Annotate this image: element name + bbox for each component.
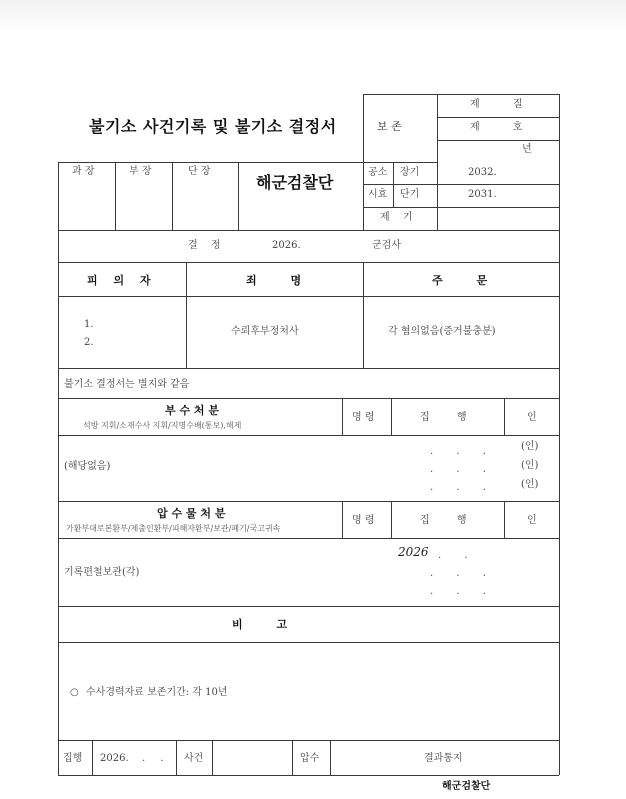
attached-disposition-title: 부 수 처 분 — [165, 404, 219, 417]
seized-order-label: 명 령 — [352, 515, 375, 526]
attached-seal-2: (인) — [521, 460, 539, 471]
charge-header: 죄 명 — [246, 274, 302, 287]
prosecutor-label: 군검사 — [372, 240, 401, 251]
seized-dots-1: . . — [438, 550, 468, 561]
disposition-value: 각 혐의없음(증거불충분) — [388, 326, 496, 337]
footer-agency: 해군검찰단 — [442, 781, 491, 792]
remark-label: 제 기 — [380, 212, 413, 223]
seized-dots-3: . . . — [430, 586, 486, 597]
suspect-2: 2. — [84, 337, 94, 348]
approval-head-label: 단 장 — [188, 166, 211, 177]
suspect-1: 1. — [84, 319, 94, 330]
suspect-header: 피 의 자 — [87, 274, 151, 287]
charge-value: 수뢰후부정처사 — [231, 326, 299, 337]
prescription-label: 시효 — [368, 189, 388, 200]
seized-body: 기록편철보관(각) — [64, 567, 140, 578]
decision-label: 결 정 — [188, 240, 221, 251]
remarks-bullet: ○ — [70, 687, 79, 698]
attached-exec-label: 집 행 — [420, 412, 467, 423]
scan-shadow — [0, 0, 626, 34]
seized-dots-2: . . . — [430, 568, 486, 579]
attached-dots-1: . . . — [430, 446, 486, 457]
seized-seal-label: 인 — [527, 515, 537, 526]
retention-row-3: 년 — [522, 144, 532, 155]
footer-case-label: 사건 — [184, 753, 204, 764]
redacted-case-number — [213, 741, 291, 774]
attached-order-label: 명 령 — [352, 412, 375, 423]
decision-note: 불기소 결정서는 별지와 같음 — [64, 379, 190, 390]
approval-director-label: 부 장 — [129, 166, 152, 177]
attached-body: (해당없음) — [64, 461, 111, 472]
retention-row-2: 제 호 — [470, 122, 523, 133]
attached-disposition-options: 석방 지휘/소재수사 지휘/지명수배(통보),해제 — [83, 421, 242, 430]
attached-dots-2: . . . — [430, 464, 486, 475]
footer-result: 결과통지 — [424, 753, 463, 764]
footer-exec-label: 집행 — [63, 753, 83, 764]
prosecution-label: 공소 — [368, 167, 388, 178]
decision-date: 2026. — [272, 240, 301, 251]
footer-exec-dots: . . — [142, 753, 164, 764]
long-term-label: 장기 — [400, 167, 420, 178]
seized-disposition-options: 가환부대로본환부/제출인환부/피해자환부/보관/폐기/국고귀속 — [66, 524, 281, 533]
long-term-value: 2032. — [468, 167, 497, 178]
attached-seal-label: 인 — [527, 412, 537, 423]
short-term-label: 단기 — [400, 189, 420, 200]
footer-exec-date: 2026. — [100, 753, 129, 764]
seized-disposition-title: 압 수 물 처 분 — [157, 507, 226, 520]
seized-handwritten-date: 2026 — [398, 545, 429, 559]
remarks-text: 수사경력자료 보존기간: 각 10년 — [86, 687, 228, 698]
retention-row-1: 제 질 — [470, 99, 523, 110]
document-title: 불기소 사건기록 및 불기소 결정서 — [89, 117, 337, 136]
attached-dots-3: . . . — [430, 482, 486, 493]
attached-seal-3: (인) — [521, 479, 539, 490]
agency-name: 해군검찰단 — [256, 173, 334, 192]
remarks-header: 비 고 — [232, 618, 288, 631]
approval-chief-label: 과 장 — [72, 166, 95, 177]
retention-label: 보 존 — [377, 120, 402, 133]
seized-exec-label: 집 행 — [420, 515, 467, 526]
attached-seal-1: (인) — [521, 441, 539, 452]
short-term-value: 2031. — [468, 189, 497, 200]
footer-seizure-label: 압수 — [300, 753, 320, 764]
disposition-header: 주 문 — [432, 274, 488, 287]
